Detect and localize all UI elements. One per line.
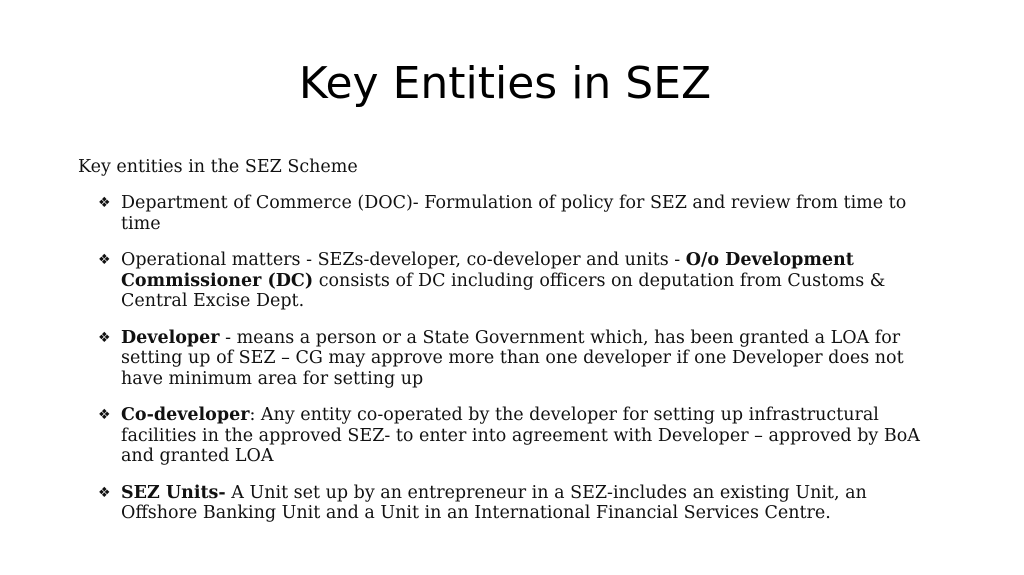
bullet-text: : Any entity co-operated by the developer for setting up infrastructural facilities in the approved SEZ- to enter into agreement with Developer – approved by BoA and granted LOA	[121, 405, 920, 466]
bullet-item-co-developer	[78, 405, 948, 467]
intro-text: Key entities in the SEZ Scheme	[78, 157, 358, 177]
bullet-text: Department of Commerce (DOC)- Formulation of policy for SEZ and review from time to time	[121, 193, 907, 234]
bullet-bold-lead: Co-developer	[121, 405, 250, 425]
bullet-bold-text: O/o Development Commissioner (DC)	[121, 250, 854, 291]
bullet-bold-lead: SEZ Units-	[121, 482, 226, 503]
bullet-text: A Unit set up by an entrepreneur in a SEZ-includes an existing Unit, an Offshore Banking Unit and a Unit in an International Financial Services Centre.	[121, 482, 867, 523]
bullet-bold-lead: Developer	[121, 327, 220, 348]
bullet-item-sez-units	[78, 483, 948, 524]
bullet-list	[78, 193, 948, 524]
bullet-item-operational	[78, 250, 948, 312]
diamond-bullet-icon: ❖	[98, 329, 111, 346]
diamond-bullet-icon: ❖	[98, 407, 111, 423]
slide-body	[78, 155, 948, 540]
bullet-text: Operational matters - SEZs-developer, co-developer and units -	[121, 250, 686, 270]
diamond-bullet-icon: ❖	[98, 252, 111, 268]
bullet-text: - means a person or a State Government which, has been granted a LOA for setting up of SEZ – CG may approve more than one developer if one Developer does not have minimum area for setting up	[121, 327, 904, 389]
bullet-text: consists of DC including officers on deputation from Customs & Central Excise Dept.	[121, 270, 886, 311]
bullet-item-developer	[78, 328, 948, 390]
slide-title: Key Entities in SEZ	[298, 58, 712, 109]
diamond-bullet-icon: ❖	[98, 484, 111, 501]
bullet-item-doc	[78, 193, 948, 234]
diamond-bullet-icon: ❖	[98, 195, 111, 211]
